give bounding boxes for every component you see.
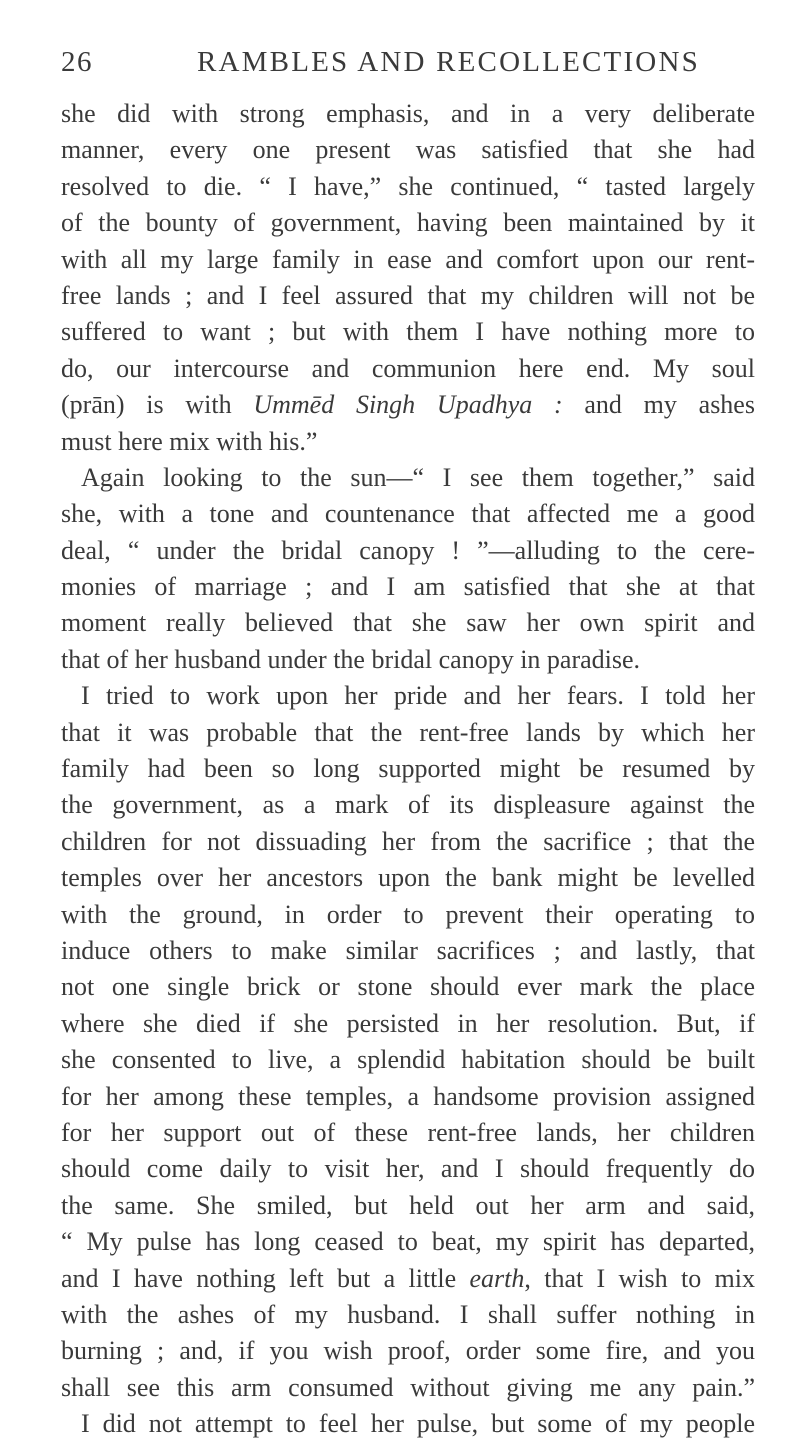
text-line: for her support out of these rent-free lands, her children	[61, 1117, 755, 1147]
italic-name: Ummēd Singh Upadhya :	[253, 390, 563, 420]
text-line: of the bounty of government, having been maintained by it	[61, 208, 755, 238]
text-line: moment really believed that she saw her own spirit and	[61, 608, 755, 638]
text-line: (prān) is with Ummēd Singh Upadhya : and my ashes	[61, 390, 755, 420]
text-line: children for not dissuading her from the sacrifice ; that the	[61, 826, 755, 856]
text-line: shall see this arm consumed without giving me any pain.”	[61, 1372, 755, 1402]
text-line: free lands ; and I feel assured that my children will not be	[61, 280, 755, 310]
text-line: with the ground, in order to prevent their operating to	[61, 899, 755, 929]
text-line: with the ashes of my husband. I shall suffer nothing in	[61, 1299, 755, 1329]
text-line: where she died if she persisted in her resolution. But, if	[61, 1008, 755, 1038]
text-line: induce others to make similar sacrifices ; and lastly, that	[61, 935, 755, 965]
text-line: temples over her ancestors upon the bank might be levelled	[61, 863, 755, 893]
text-line: with all my large family in ease and comfort upon our rent-	[61, 244, 755, 274]
text-line: that it was probable that the rent-free lands by which her	[61, 717, 755, 747]
text-line: should come daily to visit her, and I should frequently do	[61, 1154, 755, 1184]
text-line: the government, as a mark of its displeasure against the	[61, 790, 755, 820]
italic-word: earth	[469, 1263, 525, 1293]
text-line: suffered to want ; but with them I have nothing more to	[61, 317, 755, 347]
text-line: monies of marriage ; and I am satisfied that she at that	[61, 572, 755, 602]
running-head: RAMBLES AND RECOLLECTIONS	[197, 46, 700, 78]
text-line: I did not attempt to feel her pulse, but some of my people	[81, 1409, 755, 1439]
text-line: the same. She smiled, but held out her arm and said,	[61, 1190, 755, 1220]
text-line: that of her husband under the bridal canopy in paradise.	[61, 644, 641, 674]
text-line: she consented to live, a splendid habitation should be built	[61, 1045, 755, 1075]
text-line: burning ; and, if you wish proof, order some fire, and you	[61, 1336, 755, 1366]
text-line: Again looking to the sun—“ I see them together,” said	[81, 462, 755, 492]
text-line: deal, “ under the bridal canopy ! ”—alluding to the cere-	[61, 535, 755, 565]
text-line: manner, every one present was satisfied that she had	[61, 135, 755, 165]
page-header	[61, 46, 751, 86]
text-line: must here mix with his.”	[61, 426, 318, 456]
text-line: not one single brick or stone should ever mark the place	[61, 972, 755, 1002]
text-line: resolved to die. “ I have,” she continued, “ tasted largely	[61, 171, 755, 201]
text-line: I tried to work upon her pride and her fears. I told her	[81, 681, 755, 711]
text-line: and I have nothing left but a little earth, that I wish to mix	[61, 1263, 756, 1293]
text-line: do, our intercourse and communion here end. My soul	[61, 353, 755, 383]
text-line: for her among these temples, a handsome provision assigned	[61, 1081, 755, 1111]
body-text	[61, 96, 755, 1442]
text-line: she did with strong emphasis, and in a very deliberate	[61, 99, 755, 128]
text-line: she, with a tone and countenance that affected me a good	[61, 499, 755, 529]
text-line: “ My pulse has long ceased to beat, my spirit has departed,	[61, 1227, 755, 1257]
text-line: family had been so long supported might be resumed by	[61, 754, 755, 784]
page-number: 26	[61, 46, 93, 78]
